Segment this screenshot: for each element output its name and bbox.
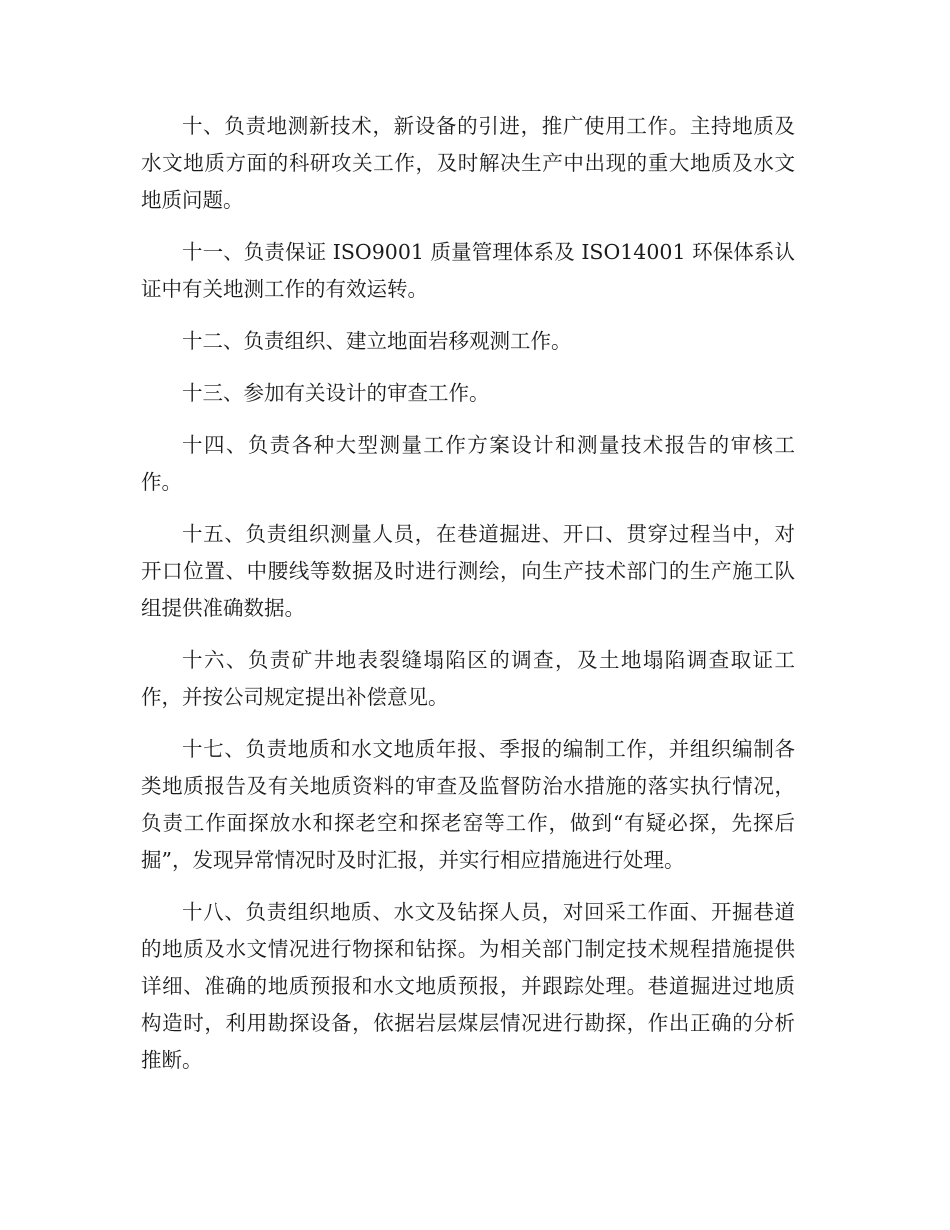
document-body xyxy=(141,108,795,1094)
paragraph-16: 十六、负责矿井地表裂缝塌陷区的调查，及土地塌陷调查取证工作，并按公司规定提出补偿意见。 xyxy=(141,648,795,709)
paragraph-10: 十、负责地测新技术，新设备的引进，推广使用工作。主持地质及水文地质方面的科研攻关工作，及时解决生产中出现的重大地质及水文地质问题。 xyxy=(141,114,795,212)
paragraph-11: 十一、负责保证 ISO9001 质量管理体系及 ISO14001 环保体系认证中有关地测工作的有效运转。 xyxy=(141,240,795,301)
paragraph-17: 十七、负责地质和水文地质年报、季报的编制工作，并组织编制各类地质报告及有关地质资料的审查及监督防治水措施的落实执行情况，负责工作面探放水和探老空和探老窑等工作，做到“有疑必探，先探后掘”，发现异常情况时及时汇报，并实行相应措施进行处理。 xyxy=(141,737,795,872)
paragraph-15: 十五、负责组织测量人员，在巷道掘进、开口、贯穿过程当中，对开口位置、中腰线等数据及时进行测绘，向生产技术部门的生产施工队组提供准确数据。 xyxy=(141,522,795,620)
paragraph-14: 十四、负责各种大型测量工作方案设计和测量技术报告的审核工作。 xyxy=(141,433,795,494)
paragraph-18: 十八、负责组织地质、水文及钻探人员，对回采工作面、开掘巷道的地质及水文情况进行物探和钻探。为相关部门制定技术规程措施提供详细、准确的地质预报和水文地质预报，并跟踪处理。巷道掘进过地质构造时，利用勘探设备，依据岩层煤层情况进行勘探，作出正确的分析推断。 xyxy=(141,900,795,1072)
paragraph-13: 十三、参加有关设计的审查工作。 xyxy=(182,381,490,405)
paragraph-12: 十二、负责组织、建立地面岩移观测工作。 xyxy=(182,329,572,353)
